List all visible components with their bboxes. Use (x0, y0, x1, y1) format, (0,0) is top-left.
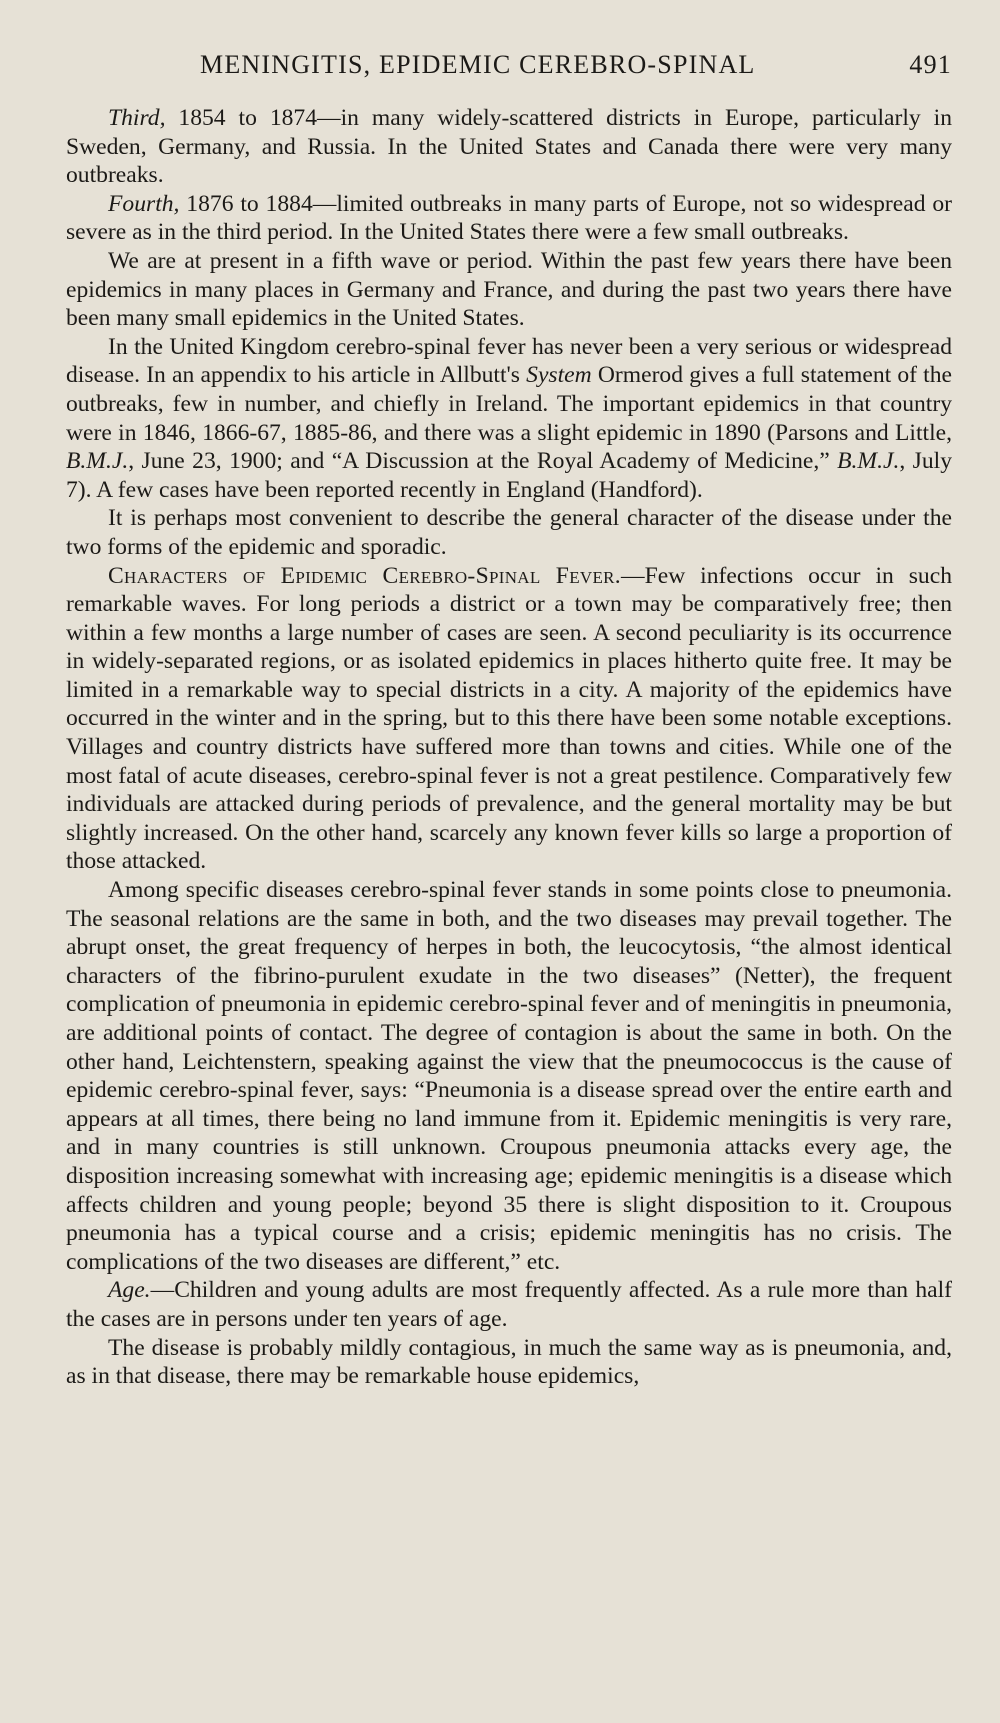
page-number: 491 (909, 50, 952, 79)
paragraph (66, 1276, 952, 1333)
italic-text: Age. (108, 1277, 151, 1304)
text-segment: It is perhaps most convenient to describe the general character of the disease under the two forms of the epidemic and sporadic. (66, 505, 952, 560)
section-heading: Characters of Epidemic Cerebro-Spinal Fever. (108, 562, 622, 589)
paragraph (66, 504, 952, 561)
paragraph (66, 1334, 952, 1391)
text-segment: , June 23, 1900; and “A Discussion at the Royal Academy of Medicine,” (128, 448, 838, 475)
paragraph (66, 190, 952, 247)
italic-text: B.M.J. (837, 448, 900, 475)
text-segment: 1854 to 1874—in many widely-scattered districts in Europe, particularly in Sweden, Germany, and Russia. In the United States and Canada there were very many outbreaks. (66, 105, 952, 189)
text-segment: We are at present in a fifth wave or period. Within the past few years there have been epidemics in many places in Germany and France, and during the past two years there have been many small epidemics in the United States. (66, 247, 952, 332)
paragraph (66, 333, 952, 505)
text-segment: —Children and young adults are most frequently affected. As a rule more than half the cases are in persons under ten years of age. (66, 1277, 952, 1332)
text-segment: —Few infections occur in such remarkable waves. For long periods a district or a town may be comparatively free; then within a few months a large number of cases are seen. A second peculiarity is its occurrence in widely-separated regions, or as isolated epidemics in places hitherto quite free. It may be limited in a remarkable way to special districts in a city. A majority of the epidemics have occurred in the winter and in the spring, but to this there have been some notable exceptions. Villages and country districts have suffered more than towns and cities. While one of the most fatal of acute diseases, cerebro-spinal fever is not a great pestilence. Comparatively few individuals are attacked during periods of prevalence, and the general mortality may be but slightly increased. On the other hand, scarcely any known fever kills so large a proportion of those attacked. (66, 562, 953, 875)
running-title: MENINGITIS, EPIDEMIC CEREBRO-SPINAL (200, 50, 756, 79)
italic-text: Fourth, (108, 190, 180, 217)
paragraph (66, 562, 952, 877)
text-segment: Ormerod gives a full statement of the outbreaks, few in number, and chiefly in Ireland. The important epidemics in that country were in 1846, 1866-67, 1885-86, and there was a slight epidemic in 1890 (Parsons and Little, (66, 362, 952, 446)
body-text (66, 104, 952, 1391)
paragraph (66, 876, 952, 1276)
text-segment: Among specific diseases cerebro-spinal fever stands in some points close to pneumonia. The seasonal relations are the same in both, and the two diseases may prevail together. The abrupt onset, the great frequency of herpes in both, the leucocytosis, “the almost identical characters of the fibrino-purulent exudate in the two diseases” (Netter), the frequent complication of pneumonia in epidemic cerebro-spinal fever and of meningitis in pneumonia, are additional points of contact. The degree of contagion is about the same in both. On the other hand, Leichtenstern, speaking against the view that the pneumococcus is the cause of epidemic cerebro-spinal fever, says: “Pneumonia is a disease spread over the entire earth and appears at all times, there being no land immune from it. Epidemic meningitis is very rare, and in many countries is still unknown. Croupous pneumonia attacks every age, the disposition increasing somewhat with increasing age; epidemic meningitis is a disease which affects children and young people; beyond 35 there is slight disposition to it. Croupous pneumonia has a typical course and a crisis; epidemic meningitis has no crisis. The complications of the two diseases are different,” etc. (66, 877, 952, 1275)
italic-text: Third, (108, 105, 166, 131)
text-segment: , July 7). A few cases have been reported recently in England (Handford). (66, 448, 952, 503)
page-header (66, 40, 952, 86)
paragraph (66, 104, 952, 190)
text-segment: In the United Kingdom cerebro-spinal fever has never been a very serious or widespread disease. In an appendix to his article in Allbutt's (66, 333, 952, 389)
italic-text: System (526, 362, 592, 389)
text-segment: 1876 to 1884—limited outbreaks in many parts of Europe, not so widespread or severe as in the third period. In the United States there were a few small outbreaks. (66, 190, 952, 246)
paragraph (66, 247, 952, 333)
italic-text: B.M.J. (66, 448, 129, 475)
text-segment: The disease is probably mildly contagious, in much the same way as is pneumonia, and, as in that disease, there may be remarkable house epidemics, (66, 1334, 952, 1390)
